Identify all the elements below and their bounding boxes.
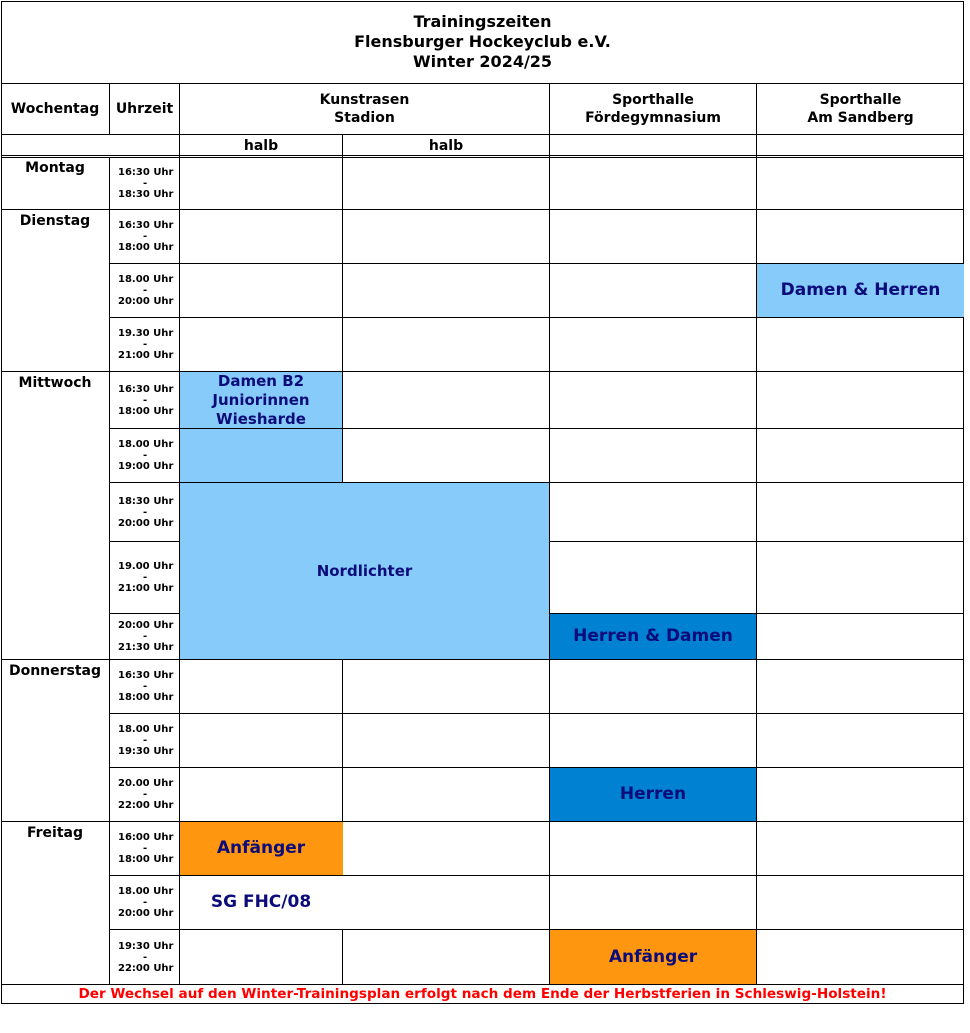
grid-line [109, 713, 964, 714]
time-end: 18:00 Uhr [118, 692, 174, 703]
grid-line [1, 134, 964, 135]
time-end: 18:00 Uhr [118, 854, 174, 865]
time-start: 20:00 Uhr [118, 620, 174, 631]
title-line-3: Winter 2024/25 [412, 52, 553, 71]
grid-line [756, 83, 757, 985]
time-start: 18.00 Uhr [118, 886, 174, 897]
event-anfaenger-kunstrasen: Anfänger [216, 838, 306, 858]
footer-note: Der Wechsel auf den Winter-Trainingsplan erfolgt nach dem Ende der Herbstferien in Schleswig-Holstein! [78, 986, 887, 1002]
header-sporthalle-sandberg [757, 84, 964, 134]
time-slot [110, 714, 179, 767]
event-line: Damen B2 [217, 371, 305, 390]
header-kunstrasen-label: Kunstrasen [319, 92, 410, 108]
time-separator: - [143, 572, 148, 583]
time-end: 18:00 Uhr [118, 242, 174, 253]
time-end: 21:00 Uhr [118, 583, 174, 594]
event-mittwoch-kunstrasen [180, 372, 342, 428]
time-separator: - [143, 394, 148, 406]
time-separator: - [143, 843, 148, 854]
header-sporthalle-foerde [550, 84, 756, 134]
event-nordlichter: Nordlichter [316, 561, 413, 580]
event-line: Juniorinnen [212, 390, 310, 409]
time-end: 19:30 Uhr [118, 746, 174, 757]
time-slot [110, 768, 179, 821]
time-separator: - [143, 631, 148, 642]
header-wochentag-label: Wochentag [10, 101, 100, 117]
page-title [1, 12, 964, 72]
time-start: 18.00 Uhr [118, 724, 174, 735]
time-start: 18.00 Uhr [118, 274, 174, 285]
time-end: 20:00 Uhr [118, 517, 174, 529]
title-line-2: Flensburger Hockeyclub e.V. [354, 32, 611, 51]
time-separator: - [143, 339, 148, 350]
event-line: Wiesharde [216, 409, 306, 428]
time-slot [110, 318, 179, 371]
time-slot [110, 483, 179, 541]
header-uhrzeit [110, 84, 179, 134]
time-separator: - [143, 897, 148, 908]
time-start: 16:30 Uhr [118, 220, 174, 231]
time-slot [110, 372, 179, 428]
time-separator: - [143, 450, 148, 461]
grid-line [1, 155, 964, 156]
time-slot [110, 429, 179, 482]
time-separator: - [143, 506, 148, 518]
grid-line [109, 767, 964, 768]
grid-line [342, 134, 343, 483]
header-kunstrasen [180, 84, 549, 134]
time-end: 21:30 Uhr [118, 642, 174, 653]
header-sporthalle-sandberg-line2: Am Sandberg [807, 110, 914, 126]
day-dienstag: Dienstag [19, 213, 91, 229]
event-herren: Herren [619, 784, 687, 804]
time-end: 19:00 Uhr [118, 461, 174, 472]
event-damen-herren: Damen & Herren [780, 280, 941, 300]
time-start: 16:30 Uhr [118, 383, 174, 395]
time-slot [110, 660, 179, 713]
header-stadion-label: Stadion [334, 110, 395, 126]
time-start: 19.30 Uhr [118, 328, 174, 339]
time-start: 20.00 Uhr [118, 778, 174, 789]
event-sg-fhc08: SG FHC/08 [210, 892, 312, 912]
header-sporthalle-foerde-line2: Fördegymnasium [585, 110, 721, 126]
subheader-halb-2: halb [428, 138, 464, 154]
time-start: 18.00 Uhr [118, 439, 174, 450]
day-donnerstag: Donnerstag [8, 663, 102, 679]
grid-line [549, 83, 550, 985]
header-uhrzeit-label: Uhrzeit [115, 101, 174, 117]
event-herren-damen: Herren & Damen [573, 626, 733, 646]
time-end: 20:00 Uhr [118, 296, 174, 307]
time-separator: - [143, 735, 148, 746]
time-slot [110, 542, 179, 613]
time-separator: - [143, 681, 148, 692]
event-anfaenger-halle: Anfänger [608, 946, 698, 967]
time-end: 22:00 Uhr [118, 962, 174, 974]
title-line-1: Trainingszeiten [413, 12, 552, 31]
header-sporthalle-foerde-line1: Sporthalle [612, 92, 694, 108]
time-separator: - [143, 285, 148, 296]
time-separator: - [143, 951, 148, 963]
time-slot [110, 822, 179, 875]
day-freitag: Freitag [26, 825, 84, 841]
time-start: 16:30 Uhr [118, 670, 174, 681]
time-start: 16:30 Uhr [118, 167, 174, 178]
time-end: 22:00 Uhr [118, 800, 174, 811]
time-end: 18:00 Uhr [118, 405, 174, 417]
grid-line [109, 929, 964, 930]
time-slot [110, 930, 179, 984]
time-end: 21:00 Uhr [118, 350, 174, 361]
day-mittwoch: Mittwoch [18, 375, 92, 391]
header-sporthalle-sandberg-line1: Sporthalle [819, 92, 902, 108]
time-separator: - [143, 231, 148, 242]
time-slot [110, 264, 179, 317]
time-start: 19:30 Uhr [118, 940, 174, 952]
grid-line [342, 659, 343, 822]
grid-line [109, 317, 964, 318]
time-start: 18:30 Uhr [118, 495, 174, 507]
header-wochentag [1, 84, 109, 134]
time-separator: - [143, 789, 148, 800]
subheader-halb-1: halb [243, 138, 279, 154]
time-slot [110, 614, 179, 659]
time-end: 18:30 Uhr [118, 189, 174, 200]
time-end: 20:00 Uhr [118, 908, 174, 919]
time-slot [110, 210, 179, 263]
grid-line [342, 929, 343, 985]
time-start: 16:00 Uhr [118, 832, 174, 843]
day-montag: Montag [25, 160, 85, 176]
time-separator: - [143, 178, 148, 189]
time-start: 19.00 Uhr [118, 561, 174, 572]
time-slot [110, 158, 179, 209]
time-slot [110, 876, 179, 929]
